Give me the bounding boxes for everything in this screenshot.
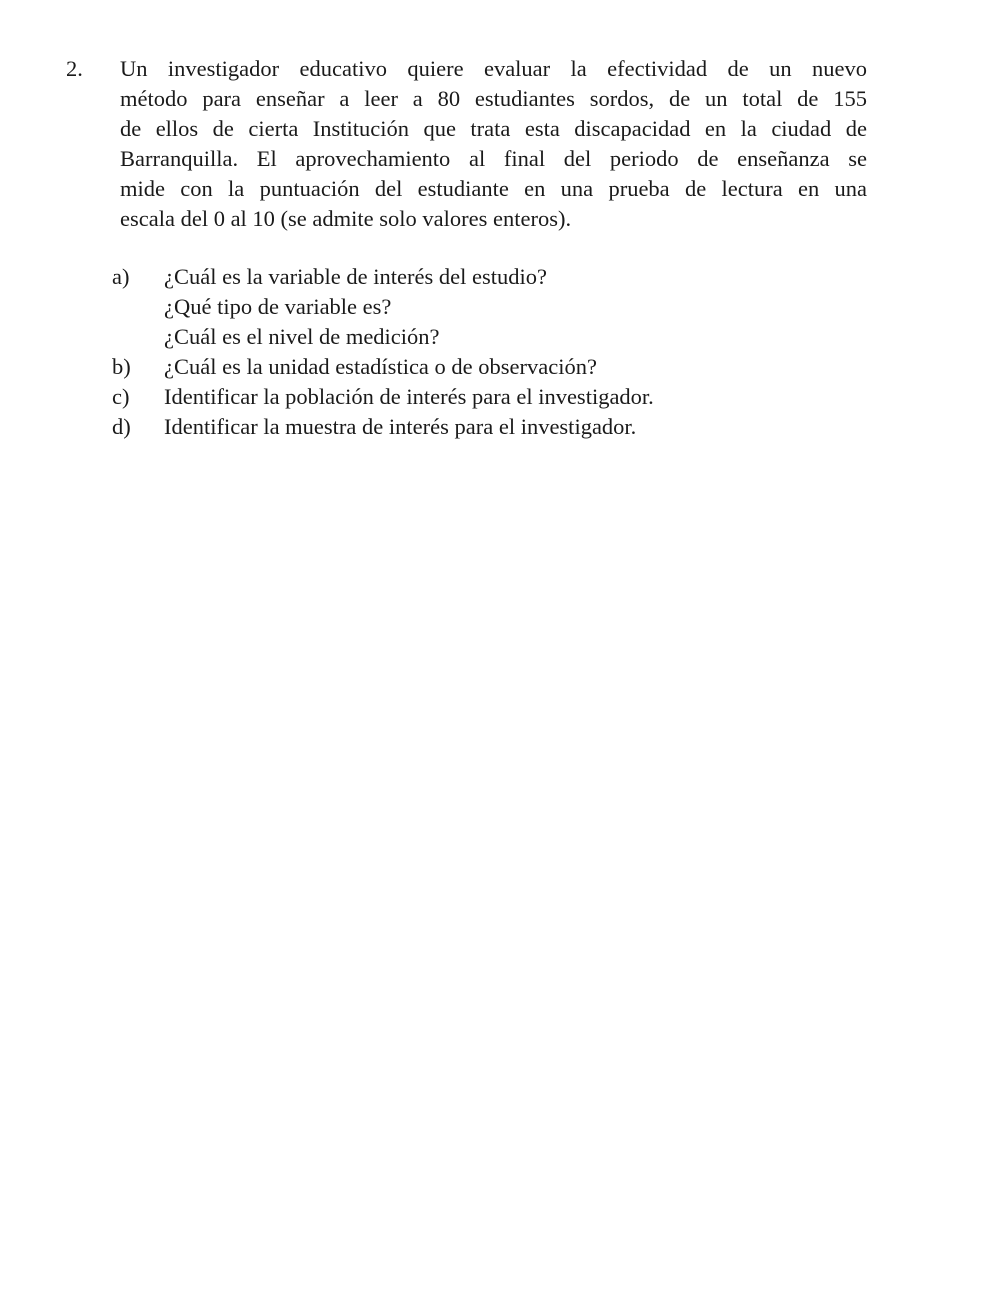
problem-line: método para enseñar a leer a 80 estudiantes sordos, de un total de 155 [120, 86, 867, 111]
question-line: Identificar la población de interés para el investigador. [164, 384, 654, 409]
question-line: Identificar la muestra de interés para el investigador. [164, 414, 637, 439]
question-line: ¿Cuál es la variable de interés del estudio? [164, 264, 547, 289]
question-line: ¿Cuál es la unidad estadística o de observación? [164, 354, 597, 379]
question-line: ¿Qué tipo de variable es? [164, 294, 392, 319]
question-list [112, 262, 872, 442]
problem-number: 2. [66, 56, 83, 81]
question-a [112, 262, 872, 352]
problem-line: mide con la puntuación del estudiante en una prueba de lectura en una [120, 176, 867, 201]
problem-line: de ellos de cierta Institución que trata esta discapacidad en la ciudad de [120, 116, 867, 141]
problem-line: escala del 0 al 10 (se admite solo valores enteros). [120, 206, 572, 231]
question-letter: c) [112, 384, 130, 409]
question-b [112, 352, 872, 382]
problem-line: Barranquilla. El aprovechamiento al final del periodo de enseñanza se [120, 146, 867, 171]
problem-statement [120, 54, 867, 234]
question-c [112, 382, 872, 412]
problem-line: Un investigador educativo quiere evaluar la efectividad de un nuevo [120, 56, 867, 81]
question-d [112, 412, 872, 442]
question-line: ¿Cuál es el nivel de medición? [164, 324, 440, 349]
question-letter: b) [112, 354, 131, 379]
question-letter: d) [112, 414, 131, 439]
question-letter: a) [112, 264, 130, 289]
